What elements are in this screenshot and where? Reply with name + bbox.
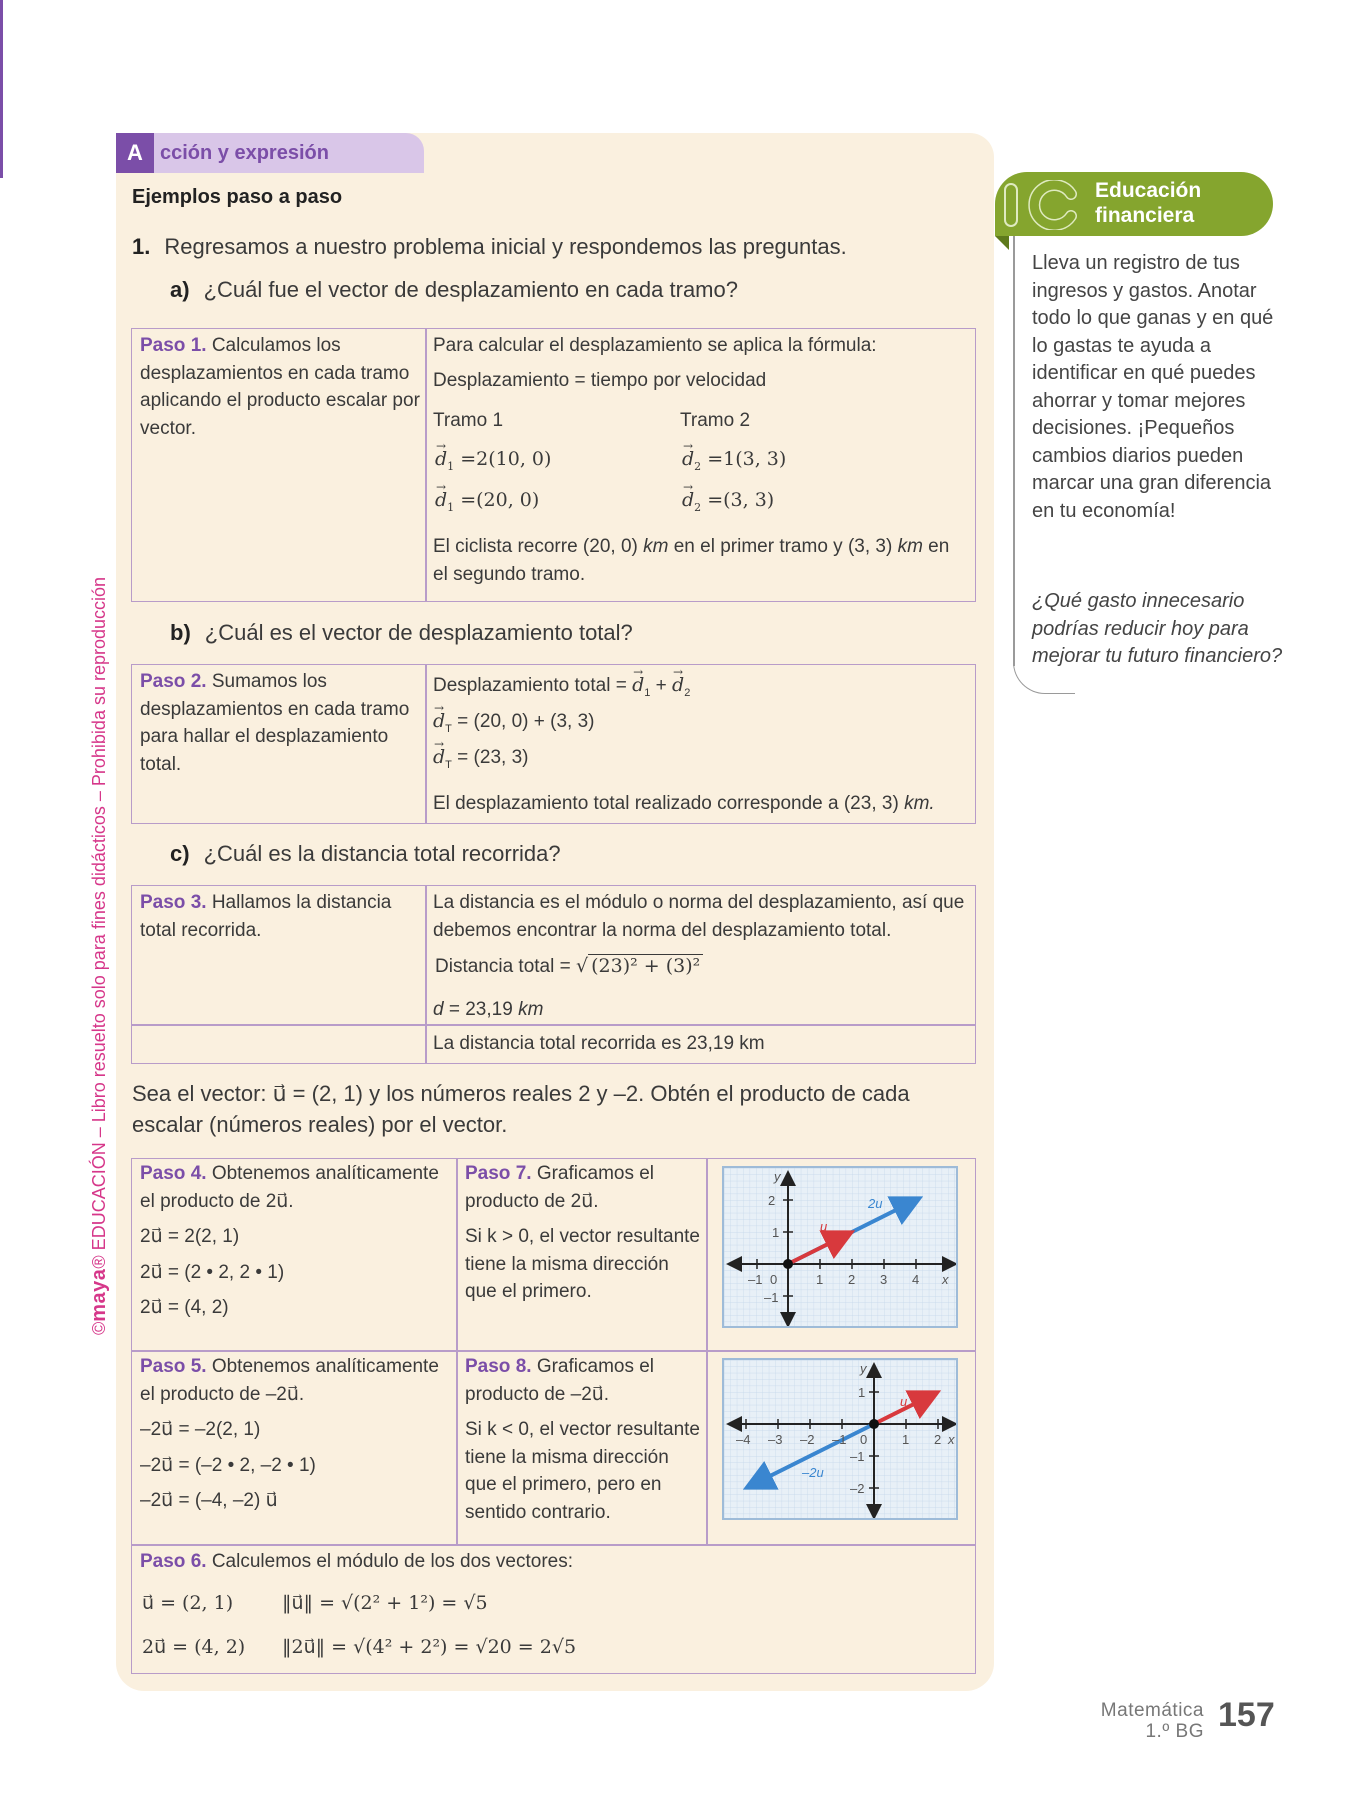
paso2-line3-text: = (23, 3) <box>451 747 529 768</box>
table-divider <box>425 664 427 824</box>
svg-text:0: 0 <box>860 1432 868 1447</box>
svg-text:–2: –2 <box>850 1481 865 1496</box>
unit-km: km. <box>904 793 935 814</box>
paso5-line: –2u⃗ = (–2 • 2, –2 • 1) <box>140 1454 316 1476</box>
paso5-line: –2u⃗ = –2(2, 1) <box>140 1419 261 1440</box>
svg-text:–1: –1 <box>832 1432 847 1447</box>
formula-label: Distancia total = <box>435 956 571 977</box>
svg-text:–3: –3 <box>768 1432 783 1447</box>
paso3-formula <box>435 953 703 981</box>
paso2-line2: → $d_T = (20$, 0) + (3, 3) <box>433 708 594 743</box>
table-divider <box>425 328 427 602</box>
graph-2u <box>722 1166 958 1328</box>
paso8-cell <box>465 1353 705 1526</box>
paso6-row2-right: ‖2u⃗‖ = √(4² + 2²) = √20 = 2√5 <box>282 1636 577 1658</box>
page-number: 157 <box>1218 1696 1275 1734</box>
unit-km: km <box>643 536 669 557</box>
copyright-prefix: © <box>89 1321 109 1335</box>
paso4-desc: Obtenemos analíticamente el producto de 2u⃗. <box>140 1163 439 1212</box>
paso2-desc: Sumamos los desplazamientos en cada tramo para hallar el desplazamiento total. <box>140 671 410 775</box>
svg-text:1: 1 <box>816 1272 824 1287</box>
paso2-line1: Desplazamiento total = → $d_1$ + → $d_2$ <box>433 672 690 707</box>
paso8-label: Paso 8. <box>465 1356 532 1377</box>
statement-paragraph: Sea el vector: u⃗ = (2, 1) y los números reales 2 y –2. Obtén el producto de cada escalar (números reales) por el vector. <box>132 1081 910 1137</box>
question-c-letter: c) <box>170 841 190 866</box>
table-divider <box>425 885 427 1064</box>
table-row-divider <box>131 1350 976 1352</box>
paso4-line: 2u⃗ = 2(2, 1) <box>140 1226 240 1247</box>
problem-intro <box>132 234 847 260</box>
paso3-desc: Hallamos la distancia total recorrida. <box>140 892 392 941</box>
svg-text:2: 2 <box>934 1432 942 1447</box>
d1-step2: → $d_1 =(20$, 0) <box>435 487 539 521</box>
graph-neg2u <box>722 1358 958 1520</box>
d1-step1: → $d_1 =2(10$, 0) <box>435 446 551 480</box>
svg-text:y: y <box>860 1361 867 1376</box>
paso1-label: Paso 1. <box>140 335 207 356</box>
sidebar-title-line2: financiera <box>1095 204 1195 227</box>
question-a-text: ¿Cuál fue el vector de desplazamiento en cada tramo? <box>203 277 738 302</box>
paso6-header <box>140 1548 960 1576</box>
sidebar-body: Lleva un registro de tus ingresos y gastos. Anotar todo lo que ganas y en qué lo gastas te ayuda a identificar en qué puedes ahorrar y tomar mejores decisiones. ¡Pequeños cambios diarios pueden marcar una gran diferencia en tu economía! <box>1032 252 1274 522</box>
svg-text:–2: –2 <box>800 1432 815 1447</box>
svg-text:3: 3 <box>880 1272 888 1287</box>
paso5-label: Paso 5. <box>140 1356 207 1377</box>
financial-education-tab <box>995 172 1273 236</box>
footer-subject <box>1101 1700 1204 1742</box>
problem-intro-text: Regresamos a nuestro problema inicial y respondemos las preguntas. <box>164 234 847 259</box>
d2-step2-value: =(3, 3) <box>707 489 775 511</box>
sqrt-icon: √ <box>576 955 589 977</box>
svg-text:2: 2 <box>848 1272 856 1287</box>
paso5-cell <box>140 1353 450 1515</box>
sidebar-title <box>1095 178 1201 228</box>
question-c-text: ¿Cuál es la distancia total recorrida? <box>203 841 561 866</box>
paso6-row1-right: ‖u⃗‖ = √(2² + 1²) = √5 <box>282 1592 488 1614</box>
paso1-desc: Calculamos los desplazamientos en cada tramo aplicando el producto escalar por vector. <box>140 335 420 439</box>
vector-plot-2u <box>724 1168 958 1328</box>
paso8-rule: Si k < 0, el vector resultante tiene la misma dirección que el primero, pero en sentido contrario. <box>465 1419 700 1523</box>
vector-plot-neg2u <box>724 1360 958 1520</box>
section-heading: Ejemplos paso a paso <box>132 186 343 208</box>
paso2-description <box>140 668 420 778</box>
unit-km: km <box>518 999 544 1020</box>
paso7-rule: Si k > 0, el vector resultante tiene la misma dirección que el primero. <box>465 1226 700 1302</box>
paso3-description <box>140 889 420 944</box>
paso6-label: Paso 6. <box>140 1551 207 1572</box>
paso1-formula: Desplazamiento = tiempo por velocidad <box>433 370 767 391</box>
svg-text:y: y <box>774 1169 781 1184</box>
paso4-line: 2u⃗ = (2 • 2, 2 • 1) <box>140 1261 285 1283</box>
svg-text:0: 0 <box>770 1272 778 1287</box>
section-label: cción y expresión <box>154 133 424 173</box>
question-b-letter: b) <box>170 620 191 645</box>
paso5-line: –2u⃗ = (–4, –2) u⃗ <box>140 1490 278 1511</box>
paso6-row1-left: u⃗ = (2, 1) <box>142 1592 234 1614</box>
section-letter: A <box>116 133 154 173</box>
result-var: d <box>433 999 444 1020</box>
svg-text:2u: 2u <box>868 1196 883 1211</box>
copyright-rest: ® EDUCACIÓN – Libro resuelto solo para fines didácticos – Prohibida su reproducción <box>89 576 109 1269</box>
tramo2-label: Tramo 2 <box>680 410 751 431</box>
page-edge-bar <box>0 0 3 178</box>
paso5-desc: Obtenemos analíticamente el producto de –2u⃗. <box>140 1356 439 1405</box>
d1-step1-value: =2(10, 0) <box>460 448 552 470</box>
paso7-desc: Graficamos el producto de 2u⃗. <box>465 1163 655 1212</box>
svg-text:1: 1 <box>858 1385 866 1400</box>
paso3-label: Paso 3. <box>140 892 207 913</box>
question-b-text: ¿Cuál es el vector de desplazamiento total? <box>204 620 633 645</box>
paso2-label: Paso 2. <box>140 671 207 692</box>
tramo1-label: Tramo 1 <box>433 410 504 431</box>
paso7-cell <box>465 1160 701 1306</box>
subject-name: Matemática <box>1100 1700 1204 1721</box>
paso6-row2-left: 2u⃗ = (4, 2) <box>142 1636 246 1658</box>
copyright-vertical-text <box>86 475 112 1335</box>
svg-text:–1: –1 <box>850 1449 865 1464</box>
paso6-desc: Calculemos el módulo de los dos vectores: <box>211 1551 574 1572</box>
svg-text:1: 1 <box>772 1225 780 1240</box>
paso4-cell <box>140 1160 450 1322</box>
paso1-description <box>140 332 420 442</box>
paso4-line: 2u⃗ = (4, 2) <box>140 1297 229 1318</box>
table-row-divider <box>131 1544 976 1546</box>
paso1-formula-intro: Para calcular el desplazamiento se aplica la fórmula: <box>433 335 877 356</box>
d2-step1: → $d_2 =1(3$, 3) <box>682 446 786 480</box>
paso2-conclusion <box>433 790 973 818</box>
svg-text:u: u <box>820 1219 828 1234</box>
section-tab <box>116 133 424 173</box>
paso3-conclusion: La distancia total recorrida es 23,19 km <box>433 1033 765 1054</box>
problem-number: 1. <box>132 234 151 259</box>
d2-step1-value: =1(3, 3) <box>707 448 787 470</box>
question-a <box>170 277 738 303</box>
sidebar-left-border <box>1013 236 1015 666</box>
result-value: = 23,19 <box>443 999 519 1020</box>
svg-text:2: 2 <box>768 1193 776 1208</box>
svg-text:–1: –1 <box>764 1290 779 1305</box>
d2-step2: → $d_2 =(3$, 3) <box>682 487 774 521</box>
question-b <box>170 620 633 646</box>
table-divider <box>706 1158 708 1545</box>
paso1-conclusion <box>433 533 968 588</box>
conclusion-part: en el segundo tramo. <box>433 536 950 585</box>
paso3-text: La distancia es el módulo o norma del desplazamiento, así que debemos encontrar la norma del desplazamiento total. <box>433 892 965 941</box>
tab-fold <box>995 236 1009 250</box>
table-row-divider <box>131 1024 976 1026</box>
paso8-desc: Graficamos el producto de –2u⃗. <box>465 1356 655 1405</box>
svg-text:x: x <box>942 1272 949 1287</box>
svg-text:u: u <box>900 1394 908 1409</box>
conclusion-part: en el primer tramo y (3, 3) <box>668 536 898 557</box>
sidebar-title-line1: Educación <box>1095 179 1202 202</box>
question-c <box>170 841 561 867</box>
paso2-line1-text: Desplazamiento total = <box>433 675 633 696</box>
svg-text:–2u: –2u <box>802 1465 824 1480</box>
conclusion-part: El ciclista recorre (20, 0) <box>433 536 644 557</box>
table-divider <box>456 1158 458 1545</box>
paso2-line3: → $d_T = (23$, 3) <box>433 744 528 779</box>
unit-km: km <box>897 536 923 557</box>
svg-text:x: x <box>948 1432 955 1447</box>
paso3-result <box>433 996 543 1024</box>
paso4-label: Paso 4. <box>140 1163 207 1184</box>
grade-level: 1.º BG <box>1145 1721 1204 1742</box>
ic-logo-icon <box>1001 180 1091 230</box>
svg-text:1: 1 <box>902 1432 910 1447</box>
svg-text:4: 4 <box>912 1272 920 1287</box>
svg-text:–4: –4 <box>736 1432 751 1447</box>
formula-radicand: (23)² + (3)² <box>588 954 703 977</box>
paso7-label: Paso 7. <box>465 1163 532 1184</box>
question-a-letter: a) <box>170 277 190 302</box>
sidebar-question: ¿Qué gasto innecesario podrías reducir hoy para mejorar tu futuro financiero? <box>1032 590 1283 667</box>
svg-text:–1: –1 <box>748 1272 763 1287</box>
paso2-conclusion-text: El desplazamiento total realizado corresponde a (23, 3) <box>433 793 905 814</box>
brand-logo: maya <box>88 1268 110 1322</box>
paso2-line2-text: = (20, 0) + (3, 3) <box>451 711 595 732</box>
d1-step2-value: =(20, 0) <box>460 489 540 511</box>
